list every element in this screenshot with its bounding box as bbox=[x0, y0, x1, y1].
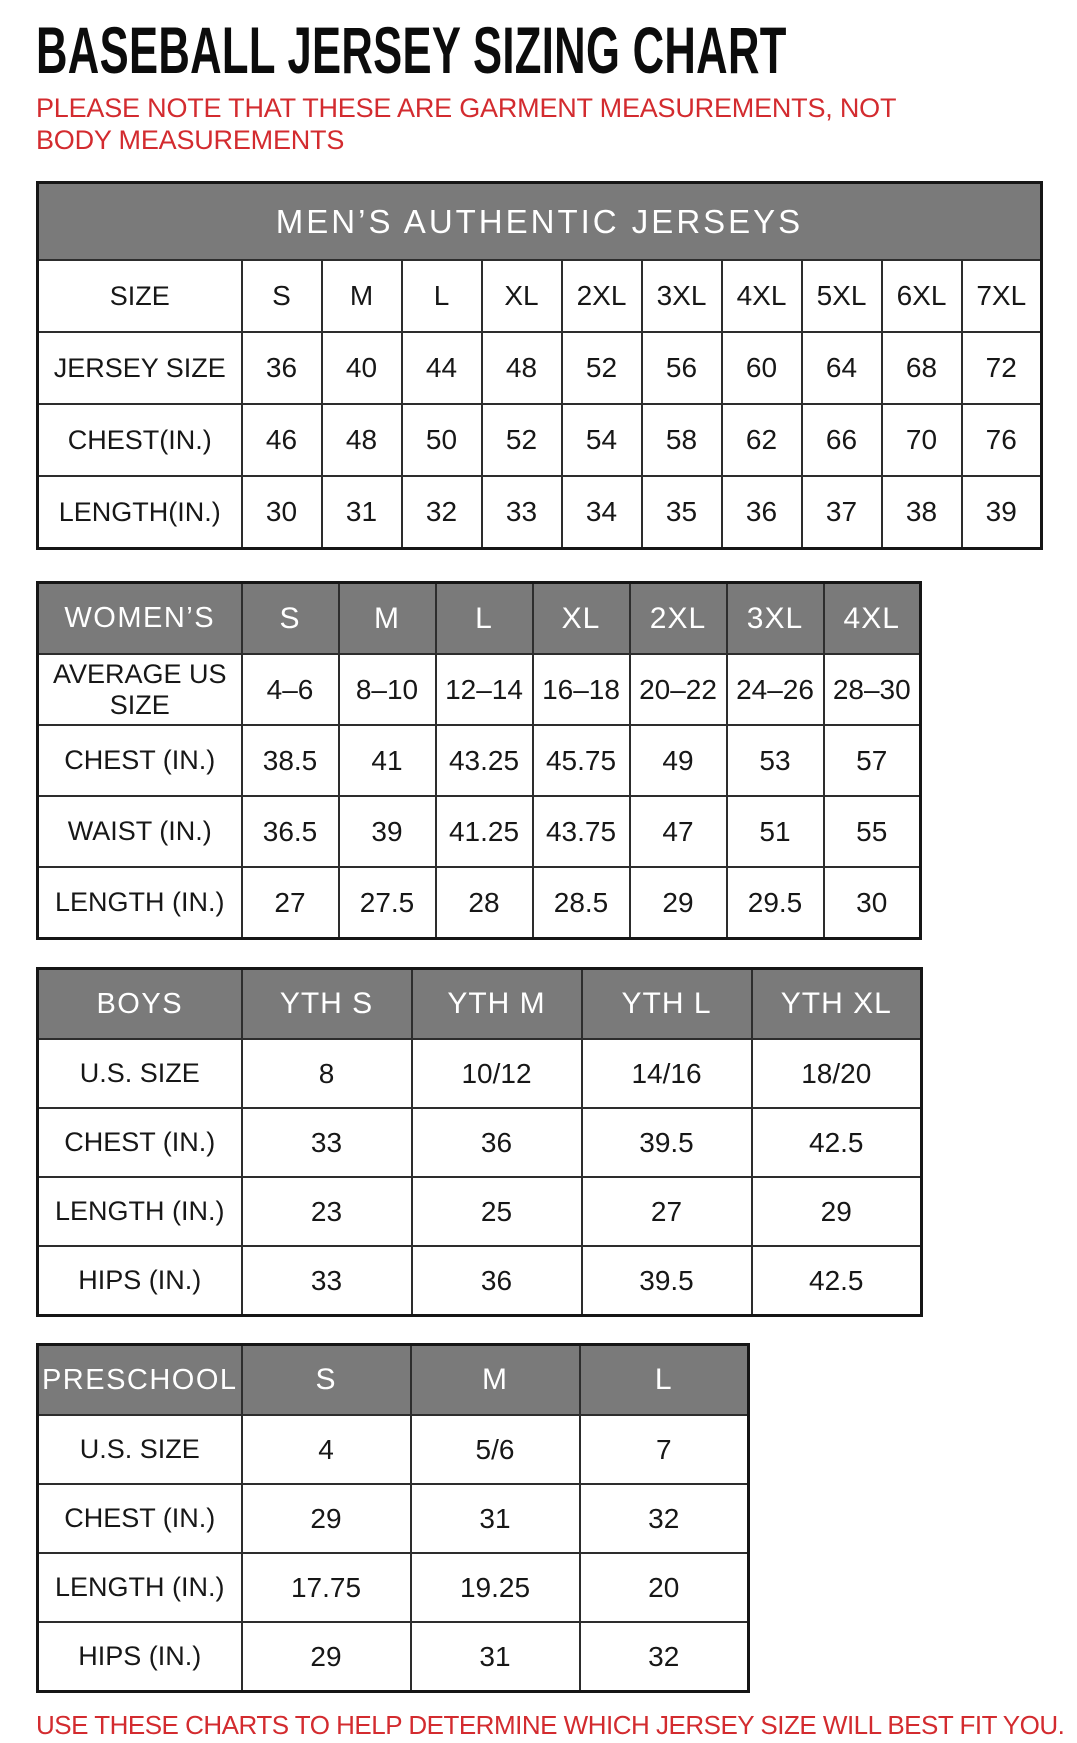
boys-table-row bbox=[38, 1039, 922, 1108]
preschool-size-value-cell: 32 bbox=[580, 1622, 749, 1691]
mens-size-value-cell: 64 bbox=[802, 332, 882, 404]
womens-row-label: WAIST (IN.) bbox=[38, 796, 242, 867]
preschool-header-label: PRESCHOOL bbox=[38, 1344, 242, 1415]
preschool-sizing-section bbox=[36, 1343, 1077, 1693]
womens-size-value-cell: 41 bbox=[339, 725, 436, 796]
mens-size-value-cell: 38 bbox=[882, 476, 962, 548]
boys-size-value-cell: 39.5 bbox=[582, 1108, 752, 1177]
mens-row-label: LENGTH(IN.) bbox=[38, 476, 242, 548]
womens-row-label: AVERAGE US SIZE bbox=[38, 654, 242, 725]
boys-row-label: CHEST (IN.) bbox=[38, 1108, 242, 1177]
boys-table-row bbox=[38, 1108, 922, 1177]
boys-column-header: YTH XL bbox=[752, 968, 922, 1039]
mens-size-value-cell: 68 bbox=[882, 332, 962, 404]
mens-size-value-cell: 39 bbox=[962, 476, 1042, 548]
mens-size-value-cell: 44 bbox=[402, 332, 482, 404]
womens-table-row bbox=[38, 867, 921, 938]
boys-column-header: YTH S bbox=[242, 968, 412, 1039]
preschool-size-value-cell: 29 bbox=[242, 1622, 411, 1691]
womens-size-value-cell: 51 bbox=[727, 796, 824, 867]
preschool-size-value-cell: 29 bbox=[242, 1484, 411, 1553]
mens-size-value-cell: 54 bbox=[562, 404, 642, 476]
mens-size-value-cell: 58 bbox=[642, 404, 722, 476]
womens-size-value-cell: 38.5 bbox=[242, 725, 339, 796]
preschool-size-value-cell: 32 bbox=[580, 1484, 749, 1553]
mens-size-value-cell: 5XL bbox=[802, 260, 882, 332]
mens-size-value-cell: 33 bbox=[482, 476, 562, 548]
womens-table-row bbox=[38, 796, 921, 867]
womens-size-value-cell: 41.25 bbox=[436, 796, 533, 867]
title-wrap bbox=[36, 13, 1077, 87]
womens-size-value-cell: 8–10 bbox=[339, 654, 436, 725]
preschool-row-label: HIPS (IN.) bbox=[38, 1622, 242, 1691]
mens-authentic-jerseys-section bbox=[36, 181, 1077, 550]
mens-sizing-table bbox=[36, 181, 1043, 550]
mens-table-banner: MEN’S AUTHENTIC JERSEYS bbox=[38, 182, 1042, 260]
preschool-table-row bbox=[38, 1622, 749, 1691]
mens-size-value-cell: 4XL bbox=[722, 260, 802, 332]
womens-table-row bbox=[38, 725, 921, 796]
preschool-table-row bbox=[38, 1553, 749, 1622]
preschool-size-value-cell: 4 bbox=[242, 1415, 411, 1484]
boys-size-value-cell: 25 bbox=[412, 1177, 582, 1246]
mens-size-value-cell: 35 bbox=[642, 476, 722, 548]
womens-column-header: M bbox=[339, 582, 436, 654]
womens-size-value-cell: 27.5 bbox=[339, 867, 436, 938]
preschool-column-header: M bbox=[411, 1344, 580, 1415]
mens-size-value-cell: 2XL bbox=[562, 260, 642, 332]
mens-size-value-cell: 48 bbox=[322, 404, 402, 476]
mens-size-value-cell: 60 bbox=[722, 332, 802, 404]
womens-size-value-cell: 43.25 bbox=[436, 725, 533, 796]
mens-size-value-cell: 40 bbox=[322, 332, 402, 404]
boys-size-value-cell: 27 bbox=[582, 1177, 752, 1246]
boys-size-value-cell: 14/16 bbox=[582, 1039, 752, 1108]
preschool-column-header: L bbox=[580, 1344, 749, 1415]
preschool-table-row bbox=[38, 1484, 749, 1553]
mens-size-value-cell: 50 bbox=[402, 404, 482, 476]
mens-size-value-cell: 37 bbox=[802, 476, 882, 548]
boys-size-value-cell: 33 bbox=[242, 1108, 412, 1177]
womens-column-header: 3XL bbox=[727, 582, 824, 654]
boys-size-value-cell: 29 bbox=[752, 1177, 922, 1246]
preschool-size-value-cell: 5/6 bbox=[411, 1415, 580, 1484]
mens-size-value-cell: 3XL bbox=[642, 260, 722, 332]
womens-row-label: CHEST (IN.) bbox=[38, 725, 242, 796]
womens-size-value-cell: 47 bbox=[630, 796, 727, 867]
boys-row-label: HIPS (IN.) bbox=[38, 1246, 242, 1315]
preschool-table-row bbox=[38, 1415, 749, 1484]
womens-table-row bbox=[38, 654, 921, 725]
womens-size-value-cell: 27 bbox=[242, 867, 339, 938]
page-title: BASEBALL JERSEY SIZING CHART bbox=[36, 13, 787, 87]
boys-sizing-section bbox=[36, 967, 1077, 1317]
womens-size-value-cell: 43.75 bbox=[533, 796, 630, 867]
mens-row-label: SIZE bbox=[38, 260, 242, 332]
womens-size-value-cell: 45.75 bbox=[533, 725, 630, 796]
boys-table-row bbox=[38, 1246, 922, 1315]
boys-row-label: U.S. SIZE bbox=[38, 1039, 242, 1108]
boys-table-row bbox=[38, 1177, 922, 1246]
womens-column-header: S bbox=[242, 582, 339, 654]
mens-size-value-cell: 56 bbox=[642, 332, 722, 404]
preschool-size-value-cell: 7 bbox=[580, 1415, 749, 1484]
mens-size-value-cell: 36 bbox=[242, 332, 322, 404]
boys-size-value-cell: 8 bbox=[242, 1039, 412, 1108]
womens-size-value-cell: 29.5 bbox=[727, 867, 824, 938]
preschool-size-value-cell: 20 bbox=[580, 1553, 749, 1622]
womens-sizing-section bbox=[36, 581, 1077, 940]
womens-size-value-cell: 55 bbox=[824, 796, 921, 867]
womens-column-header: XL bbox=[533, 582, 630, 654]
boys-size-value-cell: 33 bbox=[242, 1246, 412, 1315]
womens-column-header: 2XL bbox=[630, 582, 727, 654]
mens-size-value-cell: S bbox=[242, 260, 322, 332]
garment-measurement-note: PLEASE NOTE THAT THESE ARE GARMENT MEASUREMENTS, NOT BODY MEASUREMENTS bbox=[36, 93, 896, 156]
womens-size-value-cell: 20–22 bbox=[630, 654, 727, 725]
mens-row-label: CHEST(IN.) bbox=[38, 404, 242, 476]
womens-size-value-cell: 24–26 bbox=[727, 654, 824, 725]
boys-row-label: LENGTH (IN.) bbox=[38, 1177, 242, 1246]
mens-size-value-cell: XL bbox=[482, 260, 562, 332]
boys-sizing-table bbox=[36, 967, 923, 1317]
mens-size-value-cell: 30 bbox=[242, 476, 322, 548]
boys-size-value-cell: 18/20 bbox=[752, 1039, 922, 1108]
womens-size-value-cell: 49 bbox=[630, 725, 727, 796]
womens-sizing-table bbox=[36, 581, 922, 940]
mens-table-row bbox=[38, 476, 1042, 548]
mens-size-value-cell: 76 bbox=[962, 404, 1042, 476]
womens-size-value-cell: 16–18 bbox=[533, 654, 630, 725]
womens-size-value-cell: 53 bbox=[727, 725, 824, 796]
boys-header-label: BOYS bbox=[38, 968, 242, 1039]
womens-row-label: LENGTH (IN.) bbox=[38, 867, 242, 938]
mens-size-value-cell: 6XL bbox=[882, 260, 962, 332]
preschool-row-label: LENGTH (IN.) bbox=[38, 1553, 242, 1622]
mens-size-value-cell: L bbox=[402, 260, 482, 332]
womens-column-header: 4XL bbox=[824, 582, 921, 654]
mens-size-value-cell: 72 bbox=[962, 332, 1042, 404]
preschool-size-value-cell: 31 bbox=[411, 1484, 580, 1553]
boys-size-value-cell: 23 bbox=[242, 1177, 412, 1246]
mens-size-value-cell: 52 bbox=[562, 332, 642, 404]
preschool-row-label: CHEST (IN.) bbox=[38, 1484, 242, 1553]
womens-column-header: L bbox=[436, 582, 533, 654]
preschool-row-label: U.S. SIZE bbox=[38, 1415, 242, 1484]
mens-size-value-cell: 62 bbox=[722, 404, 802, 476]
preschool-size-value-cell: 17.75 bbox=[242, 1553, 411, 1622]
mens-row-label: JERSEY SIZE bbox=[38, 332, 242, 404]
womens-size-value-cell: 4–6 bbox=[242, 654, 339, 725]
womens-header-label: WOMEN’S bbox=[38, 582, 242, 654]
mens-size-value-cell: 32 bbox=[402, 476, 482, 548]
mens-table-row bbox=[38, 332, 1042, 404]
preschool-column-header: S bbox=[242, 1344, 411, 1415]
boys-size-value-cell: 36 bbox=[412, 1108, 582, 1177]
boys-size-value-cell: 10/12 bbox=[412, 1039, 582, 1108]
footer-note: USE THESE CHARTS TO HELP DETERMINE WHICH JERSEY SIZE WILL BEST FIT YOU. bbox=[36, 1709, 1065, 1740]
mens-size-value-cell: 31 bbox=[322, 476, 402, 548]
womens-size-value-cell: 30 bbox=[824, 867, 921, 938]
mens-table-row bbox=[38, 260, 1042, 332]
mens-size-value-cell: 7XL bbox=[962, 260, 1042, 332]
womens-size-value-cell: 12–14 bbox=[436, 654, 533, 725]
womens-size-value-cell: 28.5 bbox=[533, 867, 630, 938]
mens-size-value-cell: 48 bbox=[482, 332, 562, 404]
mens-size-value-cell: 70 bbox=[882, 404, 962, 476]
mens-size-value-cell: 52 bbox=[482, 404, 562, 476]
mens-size-value-cell: 46 bbox=[242, 404, 322, 476]
mens-size-value-cell: M bbox=[322, 260, 402, 332]
mens-size-value-cell: 34 bbox=[562, 476, 642, 548]
mens-size-value-cell: 66 bbox=[802, 404, 882, 476]
womens-size-value-cell: 28–30 bbox=[824, 654, 921, 725]
womens-size-value-cell: 28 bbox=[436, 867, 533, 938]
womens-size-value-cell: 29 bbox=[630, 867, 727, 938]
womens-size-value-cell: 36.5 bbox=[242, 796, 339, 867]
boys-size-value-cell: 42.5 bbox=[752, 1246, 922, 1315]
boys-size-value-cell: 36 bbox=[412, 1246, 582, 1315]
boys-size-value-cell: 39.5 bbox=[582, 1246, 752, 1315]
preschool-sizing-table bbox=[36, 1343, 750, 1693]
womens-size-value-cell: 39 bbox=[339, 796, 436, 867]
boys-column-header: YTH M bbox=[412, 968, 582, 1039]
boys-column-header: YTH L bbox=[582, 968, 752, 1039]
mens-size-value-cell: 36 bbox=[722, 476, 802, 548]
womens-size-value-cell: 57 bbox=[824, 725, 921, 796]
preschool-size-value-cell: 19.25 bbox=[411, 1553, 580, 1622]
mens-table-row bbox=[38, 404, 1042, 476]
preschool-size-value-cell: 31 bbox=[411, 1622, 580, 1691]
boys-size-value-cell: 42.5 bbox=[752, 1108, 922, 1177]
